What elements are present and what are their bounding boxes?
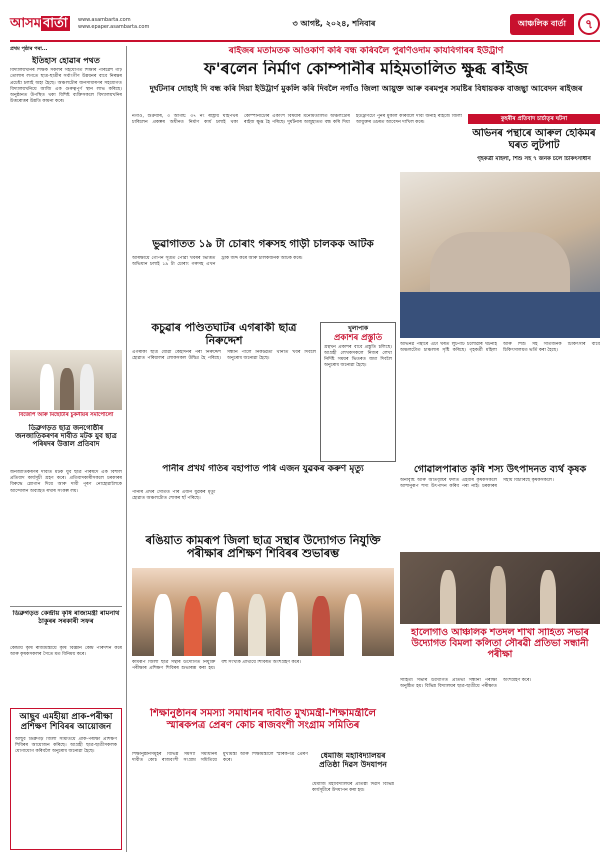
story2-headline[interactable]: ভুৱাগাতত ১৯ টা চোৰাং গৰুসহ গাড়ী চালকক আটক — [152, 238, 374, 250]
story6-photo — [132, 568, 394, 656]
side1-photo — [400, 172, 600, 338]
story5-headline[interactable]: গোৱালপাৰাত কৃষি শস্য উৎপাদনত ব্যৰ্থ কৃষক — [413, 464, 587, 475]
left-photo — [10, 350, 122, 410]
masthead-urls — [78, 17, 158, 31]
left-box — [10, 708, 122, 850]
story3-body: এগৰাকী ছাত্ৰ যোৱা কেইদিনৰ পৰা নিৰুদ্দেশ হোৱাত পৰিয়ালৰ লোকসকল উদ্বিগ্ন হৈ পৰিছে। সন্ধান পালে নিকটৱৰ্তী থানাত খবৰ দিবলৈ অনুৰোধ জনোৱা হৈছে। — [132, 350, 316, 362]
left-photo-caption: বিজেপি আৰু মিছোৰ্টাৰ চুকনীয়ৰ সমাপোলো — [18, 412, 114, 418]
person-figure — [344, 594, 362, 656]
person-figure — [540, 570, 556, 624]
url-main[interactable]: www.asambarta.com — [78, 17, 131, 23]
story5-body: অনাবৃষ্টি আৰু অতিবৃষ্টিৰ ফলত এইবাৰ কৃষকসকলে আশানুৰূপ শস্য উৎপাদন কৰিব পৰা নাই। চৰকাৰৰ সহায় বিচাৰিছে কৃষকসকলে। — [400, 478, 554, 490]
url-epaper[interactable]: www.epaper.asambarta.com — [78, 24, 150, 30]
box1-kicker: খুলাপাক — [347, 325, 369, 332]
story4-body: পানীৰ প্ৰখৰ সোঁতত পৰি এজন যুৱকৰ মৃত্যু হোৱাত অঞ্চলটোত শোকৰ ছাঁ পৰিছে। — [132, 490, 216, 502]
bed-sheet — [400, 292, 600, 338]
side1-body: অভিনৱ পন্থাৰে এটা ঘৰত লুটপাট চলোৱাৰ ঘটনাই অঞ্চলটোত চাঞ্চল্যৰ সৃষ্টি কৰিছে। গৃহকৰ্ত্ৰী মহিলা আৰু শিশু সহ সাতজনক চিকিৎসাৰ বাবে চিকিৎসালয়ত ভৰ্তি কৰা হৈছে। — [400, 342, 600, 354]
person-figure — [154, 594, 172, 656]
story8-headline[interactable]: শিক্ষানুষ্ঠানৰ সমস্যা সমাধানৰ দাবীত মুখ্যমন্ত্ৰী-শিক্ষামন্ত্ৰীলৈ স্মাৰকপত্ৰ প্ৰেৰণ কোচ ৰাজবংশী সংগ্ৰাম সমিতিৰ — [150, 708, 376, 731]
person-figure — [248, 594, 266, 656]
story5-photo — [400, 552, 600, 624]
story8-body: শিক্ষানুষ্ঠানসমূহৰ বিভিন্ন সমস্যা সমাধানৰ দাবীত কোচ ৰাজবংশী সংগ্ৰাম সমিতিয়ে মুখ্যমন্ত্ৰী আৰু শিক্ষামন্ত্ৰীলৈ স্মাৰকপত্ৰ প্ৰেৰণ কৰে। — [132, 752, 308, 764]
divider — [10, 606, 122, 607]
person-figure — [60, 368, 74, 410]
left-box-body: আছুব ডিব্ৰুগড় জিলা সমিতিয়ে প্ৰাক-পৰীক্ষা প্ৰশিক্ষণ শিবিৰৰ আয়োজন কৰিছে। আগ্ৰহী ছাত্ৰ-ছাত্ৰীসকলক যোগাযোগ কৰিবলৈ অনুৰোধ জনোৱা হৈছে। — [15, 736, 117, 755]
left-story3-headline[interactable]: ডিব্ৰুগড়ত কেন্দ্ৰীয় কৃষি ৰাজ্যমন্ত্ৰী ৰামনাথ ঠাকুৰৰ সৰকাৰী সফৰ — [12, 610, 120, 625]
masthead — [10, 8, 600, 42]
box1-body: গ্ৰন্থখন প্ৰকাশৰ বাবে প্ৰস্তুতি চলিছে। আগ্ৰহী লেখকসকলে নিজৰ লেখা নিৰ্দিষ্ট সময়ৰ ভিতৰত জমা দিবলৈ অনুৰোধ জনোৱা হৈছে। — [324, 344, 392, 369]
story7-body: সাহিত্য সভাৰ উদ্যোগত প্ৰতিভা সন্ধানী পৰীক্ষা অনুষ্ঠিত হয়। বিভিন্ন বিদ্যালয়ৰ ছাত্ৰ-ছাত্ৰীয়ে পৰীক্ষাত অংশগ্ৰহণ কৰে। — [400, 678, 532, 690]
person-figure — [312, 596, 330, 656]
left-story2-headline[interactable]: ডিব্ৰুগড়ত ছাত্ৰ জনগোষ্ঠীৰ জনজাতিকৰণৰ দাবীত মটক যুব ছাত্ৰ পৰিষদৰ উত্তাল প্ৰতিবাদ — [15, 424, 117, 449]
person-figure — [216, 592, 234, 656]
story6-headline[interactable]: ৰঙিয়াত কামৰূপ জিলা ছাত্ৰ সন্থাৰ উদ্যোগত নিযুক্তি পৰীক্ষাৰ প্ৰশিক্ষণ শিবিৰৰ শুভাৰম্ভ — [145, 534, 381, 561]
side1-kicker: কুহৰীৰ প্ৰতিবাদ চাৰ্চাতৃৰ ঘটনা — [468, 114, 600, 124]
person-figure — [184, 596, 202, 656]
person-figure — [490, 566, 506, 624]
story1-body: নগাঁও, শুক্ৰবাৰ, ৩ আগষ্ট: ৩৭ নং ৰাষ্ট্ৰীয় ঘাইপথৰ চাৰিলেন প্ৰকল্পৰ অধীনত নিৰ্মাণ কাৰ্য চলাই থকা কোম্পানীটোৰ একাংশ বিষয়াৰ মনোমতালিত অঞ্চলটোৰ ৰাইজ ক্ষুব্ধ হৈ পৰিছে। দুৰ্ঘটনাৰ অজুহাতত বন্ধ কৰি দিয়া ইউট্ৰাৰ্ণটো পুনৰ মুকলি কৰিবলৈ দাবী জনাই ৰাইজে জিলা আয়ুক্তৰ ওচৰত আবেদন দাখিল কৰে। — [132, 114, 462, 126]
logo-right: বাৰ্তা — [42, 15, 68, 31]
left-story2-body: জনজাতিকৰণৰ দাবীত মটক যুব ছাত্ৰ পৰিষদে এক বিশাল প্ৰতিবাদ কাৰ্যসূচী গ্ৰহণ কৰে। প্ৰতিবাদকাৰীসকলে চৰকাৰৰ বিৰুদ্ধে শ্লোগান দিয়ে আৰু দাবী পূৰণ নোহোৱালৈকে আন্দোলন অব্যাহত ৰখাৰ সংকল্প লয়। — [10, 470, 122, 494]
person-figure — [280, 592, 298, 656]
left-body: বিদ্যালয়খনিৰ শিক্ষক সকলৰ সহযোগত শিক্ষাৰ পৰিৱেশ গঢ়ি তোলাৰ লগতে ছাত্ৰ-ছাত্ৰীৰ সৰ্বাংগীণ উন্নয়নৰ বাবে নিৰন্তৰ প্ৰচেষ্টা চলাই অহা হৈছে। অঞ্চলটোৰ জনসাধাৰণৰ সহযোগত বিদ্যালয়খনিয়ে আজি এক গুৰুত্বপূৰ্ণ স্থান লাভ কৰিছে। অনুষ্ঠানত উপস্থিত থকা বিশিষ্ট ব্যক্তিসকলে বিদ্যালয়খনিৰ উত্তৰোত্তৰ উন্নতি কামনা কৰে। — [10, 68, 122, 105]
story1-headline[interactable]: ফ'ৰলেন নিৰ্মাণ কোম্পানীৰ মহিমতালিত ক্ষুব্ধ ৰাইজ — [204, 60, 528, 78]
section-tag: আঞ্চলিক বাৰ্তা — [510, 14, 574, 35]
box1 — [320, 322, 396, 462]
story4-headline[interactable]: পানীৰ প্ৰখৰ্য গতিৰ বহাপাত পৰি এজন যুৱকৰ কৰুণ মৃত্যু — [162, 464, 364, 474]
person-figure — [440, 570, 456, 624]
logo-left: আসম — [10, 15, 41, 31]
column-divider — [126, 46, 127, 852]
story6-body: কামৰূপ জিলা ছাত্ৰ সন্থাৰ উদ্যোগত নিযুক্তি পৰীক্ষাৰ প্ৰশিক্ষণ শিবিৰৰ শুভাৰম্ভ কৰা হয়। বহু সংখ্যক প্ৰাৰ্থীয়ে শিবিৰত অংশগ্ৰহণ কৰে। — [132, 660, 301, 672]
left-story3-body: কেন্দ্ৰীয় কৃষি ৰাজ্যমন্ত্ৰীয়ে কৃষি বিজ্ঞান কেন্দ্ৰ পৰিদৰ্শন কৰে আৰু কৃষকসকলৰ সৈতে মত বিনিময় কৰে। — [10, 646, 122, 658]
box1-headline[interactable]: প্ৰকাশৰ প্ৰস্তুতি — [333, 332, 383, 342]
story3-headline[interactable]: কচুৱাৰ পণ্ডিতঘাটৰ এগৰাকী ছাত্ৰ নিৰুদ্দেশ — [151, 322, 297, 347]
person-figure — [40, 364, 54, 410]
person-figure — [80, 364, 94, 410]
story2-body: আৰক্ষীয়ে গোপন সূত্ৰত পোৱা খবৰৰ ভিত্তিত অভিযান চলাই ১৯ টা চোৰাং গৰুসহ এখন ট্ৰাক জব্দ কৰে আৰু চালকজনক আটক কৰে। — [132, 256, 303, 268]
story9-headline[interactable]: ধেমাজি মহাবিদ্যালয়ৰ প্ৰতিষ্ঠা দিৱস উদযাপন — [319, 752, 387, 769]
left-column — [10, 46, 122, 318]
left-box-headline[interactable]: আছুব এমহীয়া প্ৰাক-পৰীক্ষা প্ৰশিক্ষণ শিবিৰৰ আয়োজন — [19, 712, 113, 732]
newspaper-logo[interactable] — [10, 14, 78, 35]
story9-body: ধেমাজি মহাবিদ্যালয়ৰ প্ৰতিষ্ঠা দিৱস বিভিন্ন কাৰ্যসূচীৰে উদযাপন কৰা হয়। — [312, 782, 394, 794]
dateline: ৩ আগষ্ট, ২০২৪, শনিবাৰ — [292, 18, 376, 28]
side1-headline[interactable]: অভিনৰ পন্থাৰে আৰুল হেকিমৰ ঘৰত লুটপাট — [472, 128, 596, 151]
story1-subhead: দুৰ্ঘটনাৰ দোহাই দি বন্ধ কৰি দিয়া ইউট্ৰাৰ্ণ মুকলি কৰি দিবলৈ নগাঁও জিলা আয়ুক্ত আৰু বৰমপুৰ সমষ্টিৰ বিধায়কক বাজছ্বা আবেদন ৰাইজৰ — [149, 84, 583, 93]
story7-headline[interactable]: হালোগাঁও আঞ্চলিক শতদল শাখা সাহিত্য সভাৰ উদ্যোগত বিমলা কলিতা সৌৰৱী প্ৰতিভা সন্ধানী পৰীক্ষা — [411, 628, 589, 660]
story1-kicker: ৰাইজৰ মতামতক আওকাণ কৰি বন্ধ কৰিবলৈ পুৰণিওদাম কাযবিগাৰৰ ইউট্ৰাৰ্ণ — [228, 46, 504, 56]
page-number: ৭ — [578, 13, 600, 35]
left-kicker: প্ৰথম পৃষ্ঠাৰ পৰা... — [10, 46, 48, 52]
side1-subhead: গৃহকৰ্ত্ৰী মহিলা, শিশু সহ ৭ জনক চলে চিকিৎসাধীন — [477, 156, 591, 162]
left-title[interactable]: ইতিহাস হোৱাৰ পথত — [32, 56, 100, 65]
